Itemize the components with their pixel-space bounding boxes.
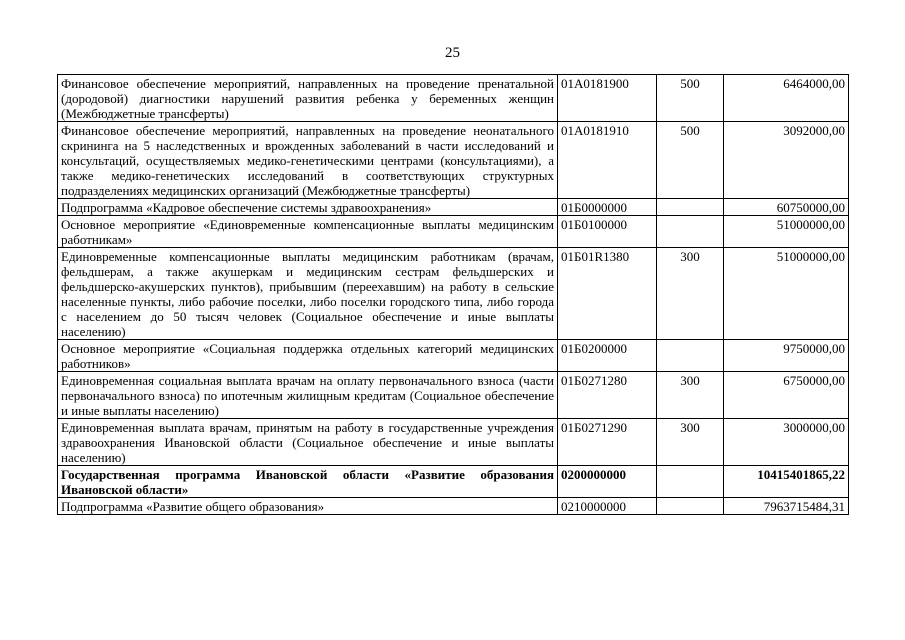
row-code-cell: 01Б0000000 xyxy=(558,199,657,216)
row-type-cell xyxy=(657,340,724,372)
row-code-cell: 0210000000 xyxy=(558,498,657,515)
row-sum-cell: 7963715484,31 xyxy=(724,498,849,515)
row-name-cell: Единовременная социальная выплата врачам на оплату первоначального взноса (части первоначального взноса) по ипотечным жилищным кредитам (Социальное обеспечение и иные выплаты населению) xyxy=(58,372,558,419)
row-name-cell: Единовременные компенсационные выплаты медицинским работникам (врачам, фельдшерам, а также акушеркам и медицинским сестрам фельдшерских и фельдшерско-акушерских пунктов), прибывшим (переехавшим) на работу в сельские населенные пункты, либо рабочие поселки, либо поселки городского типа, либо города с населением до 50 тысяч человек (Социальное обеспечение и иные выплаты населению) xyxy=(58,248,558,340)
row-type-cell: 500 xyxy=(657,122,724,199)
table-row xyxy=(58,419,849,466)
budget-table xyxy=(57,74,849,515)
table-row xyxy=(58,498,849,515)
row-type-cell xyxy=(657,199,724,216)
row-name-cell: Единовременная выплата врачам, принятым на работу в государственные учреждения здравоохранения Ивановской области (Социальное обеспечение и иные выплаты населению) xyxy=(58,419,558,466)
budget-table-body xyxy=(58,75,849,515)
row-type-cell xyxy=(657,216,724,248)
row-sum-cell: 51000000,00 xyxy=(724,248,849,340)
row-sum-cell: 3092000,00 xyxy=(724,122,849,199)
table-row xyxy=(58,216,849,248)
table-row xyxy=(58,340,849,372)
row-sum-cell: 60750000,00 xyxy=(724,199,849,216)
row-sum-cell: 6464000,00 xyxy=(724,75,849,122)
row-name-cell: Подпрограмма «Кадровое обеспечение системы здравоохранения» xyxy=(58,199,558,216)
row-sum-cell: 10415401865,22 xyxy=(724,466,849,498)
row-sum-cell: 9750000,00 xyxy=(724,340,849,372)
table-row xyxy=(58,248,849,340)
row-sum-cell: 51000000,00 xyxy=(724,216,849,248)
row-type-cell: 500 xyxy=(657,75,724,122)
row-code-cell: 01Б01R1380 xyxy=(558,248,657,340)
row-code-cell: 0200000000 xyxy=(558,466,657,498)
row-code-cell: 01Б0271280 xyxy=(558,372,657,419)
row-type-cell: 300 xyxy=(657,248,724,340)
row-sum-cell: 3000000,00 xyxy=(724,419,849,466)
page-number: 25 xyxy=(445,45,460,61)
row-name-cell: Финансовое обеспечение мероприятий, направленных на проведение пренатальной (дородовой) диагностики нарушений развития ребенка у беременных женщин (Межбюджетные трансферты) xyxy=(58,75,558,122)
row-type-cell: 300 xyxy=(657,372,724,419)
row-code-cell: 01А0181900 xyxy=(558,75,657,122)
row-code-cell: 01Б0100000 xyxy=(558,216,657,248)
table-row xyxy=(58,199,849,216)
row-name-cell: Основное мероприятие «Единовременные компенсационные выплаты медицинским работникам» xyxy=(58,216,558,248)
row-type-cell xyxy=(657,466,724,498)
row-name-cell: Основное мероприятие «Социальная поддержка отдельных категорий медицинских работников» xyxy=(58,340,558,372)
row-name-cell: Финансовое обеспечение мероприятий, направленных на проведение неонатального скрининга на 5 наследственных и врожденных заболеваний в части исследований и консультаций, осуществляемых медико-генетическими центрами (консультациями), а также медико-генетических исследований в соответствующих структурных подразделениях медицинских организаций (Межбюджетные трансферты) xyxy=(58,122,558,199)
table-row xyxy=(58,372,849,419)
table-row xyxy=(58,75,849,122)
table-row xyxy=(58,466,849,498)
table-row xyxy=(58,122,849,199)
row-name-cell: Подпрограмма «Развитие общего образования» xyxy=(58,498,558,515)
row-name-cell: Государственная программа Ивановской области «Развитие образования Ивановской области» xyxy=(58,466,558,498)
row-sum-cell: 6750000,00 xyxy=(724,372,849,419)
row-code-cell: 01А0181910 xyxy=(558,122,657,199)
row-type-cell xyxy=(657,498,724,515)
row-code-cell: 01Б0200000 xyxy=(558,340,657,372)
row-code-cell: 01Б0271290 xyxy=(558,419,657,466)
row-type-cell: 300 xyxy=(657,419,724,466)
